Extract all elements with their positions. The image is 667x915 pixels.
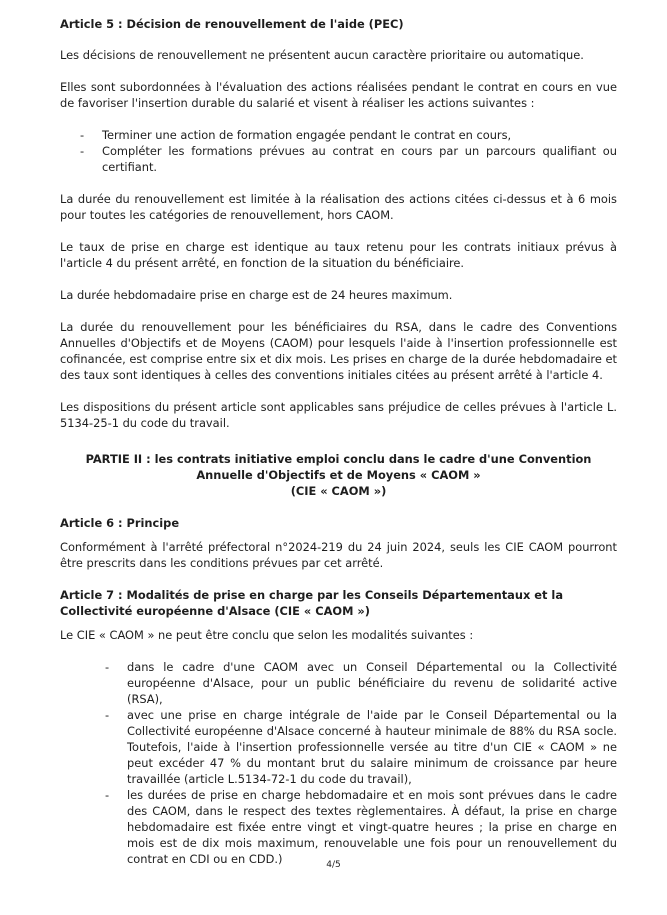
article-5-paragraph-4: Le taux de prise en charge est identique au taux retenu pour les contrats initiaux prévus à l'article 4 du présent arrêté, en fonction de la situation du bénéficiaire.: [60, 240, 617, 270]
article-5-paragraph-1: Les décisions de renouvellement ne présentent aucun caractère prioritaire ou automatique.: [60, 48, 584, 62]
article-5-paragraph-2: Elles sont subordonnées à l'évaluation des actions réalisées pendant le contrat en cours en vue de favoriser l'insertion durable du salarié et visent à réaliser les actions suivantes :: [60, 80, 617, 110]
article-5-bullet-list: [60, 127, 617, 175]
article-7-bullet-list: [60, 659, 617, 867]
list-item: - Compléter les formations prévues au contrat en cours par un parcours qualifiant ou certifiant.: [80, 143, 617, 175]
article-5-paragraph-7: Les dispositions du présent article sont applicables sans préjudice de celles prévues à l'article L. 5134-25-1 du code du travail.: [60, 400, 617, 430]
article-6-paragraph-1: Conformément à l'arrêté préfectoral n°2024-219 du 24 juin 2024, seuls les CIE CAOM pourront être prescrits dans les conditions prévues par cet arrêté.: [60, 540, 617, 570]
partie-2-title-line-1: PARTIE II : les contrats initiative emploi conclu dans le cadre d'une Convention Annuelle d'Objectifs et de Moyens « CAOM »: [85, 452, 592, 482]
article-5-heading: Article 5 : Décision de renouvellement de l'aide (PEC): [60, 17, 404, 31]
article-7-paragraph-1: Le CIE « CAOM » ne peut être conclu que selon les modalités suivantes :: [60, 628, 474, 642]
list-item: - dans le cadre d'une CAOM avec un Conseil Départemental ou la Collectivité européenne d'Alsace, pour un public bénéficiaire du revenu de solidarité active (RSA),: [105, 659, 617, 707]
article-5-paragraph-3: La durée du renouvellement est limitée à la réalisation des actions citées ci-dessus et à 6 mois pour toutes les catégories de renouvellement, hors CAOM.: [60, 192, 617, 222]
article-6-heading: Article 6 : Principe: [60, 516, 180, 530]
list-item: - les durées de prise en charge hebdomadaire et en mois sont prévues dans le cadre des CAOM, dans le respect des textes règlementaires. À défaut, la prise en charge hebdomadaire est fixée entre vingt et vingt-quatre heures ; la prise en charge en mois est de dix mois maximum, renouvelable une fois pour un renouvellement du contrat en CDI ou en CDD.): [105, 787, 617, 867]
partie-2-title: [60, 451, 617, 499]
article-5-paragraph-5: La durée hebdomadaire prise en charge est de 24 heures maximum.: [60, 288, 453, 302]
article-5-paragraph-6: La durée du renouvellement pour les bénéficiaires du RSA, dans le cadre des Conventions Annuelles d'Objectifs et de Moyens (CAOM) pour lesquels l'aide à l'insertion professionnelle est cofinancée, est comprise entre six et dix mois. Les prises en charge de la durée hebdomadaire et des taux sont identiques à celles des conventions initiales citées au présent arrêté à l'article 4.: [60, 320, 617, 382]
list-item: - Terminer une action de formation engagée pendant le contrat en cours,: [80, 127, 617, 143]
list-item: - avec une prise en charge intégrale de l'aide par le Conseil Départemental ou la Collectivité européenne d'Alsace concerné à hauteur minimale de 88% du RSA socle. Toutefois, l'aide à l'insertion professionnelle versée au titre d'un CIE « CAOM » ne peut excéder 47 % du montant brut du salaire minimum de croissance par heure travaillée (article L.5134-72-1 du code du travail),: [105, 707, 617, 787]
article-7-heading: Article 7 : Modalités de prise en charge par les Conseils Départementaux et la Collectivité européenne d'Alsace (CIE « CAOM »): [60, 588, 564, 618]
partie-2-title-line-2: (CIE « CAOM »): [290, 484, 387, 498]
page-number: 4/5: [326, 860, 341, 870]
